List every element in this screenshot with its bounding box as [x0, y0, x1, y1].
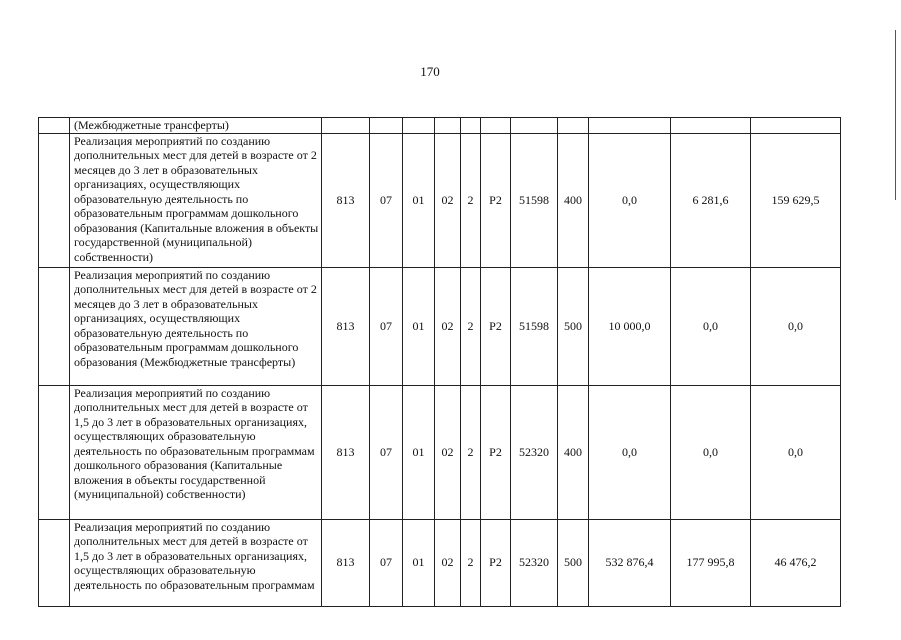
page-number: 170 [420, 64, 440, 79]
section-cell [370, 118, 403, 134]
table-row [39, 118, 841, 134]
index-cell [39, 118, 70, 134]
project-cell: P2 [481, 519, 511, 606]
amount-year3-cell: 46 476,2 [751, 519, 841, 606]
section-cell: 07 [370, 133, 403, 267]
program-cell [435, 118, 461, 134]
section-cell: 07 [370, 385, 403, 519]
scan-edge-line [895, 30, 896, 200]
subsection-cell [403, 118, 435, 134]
subprogram-cell [461, 118, 481, 134]
description-cell: Реализация мероприятий по созданию дополнительных мест для детей в возрасте от 2 месяцев до 3 лет в образовательных организациях, осуществляющих образовательную деятельность по образовательным программам дошкольного образования (Капитальные вложения в объекты государственной (муниципальной) собственности) [70, 133, 322, 267]
expense-type-cell: 400 [558, 133, 589, 267]
description-cell: (Межбюджетные трансферты) [70, 118, 322, 134]
index-cell [39, 385, 70, 519]
direction-cell [511, 118, 558, 134]
expense-type-cell: 400 [558, 385, 589, 519]
amount-year1-cell: 0,0 [589, 133, 671, 267]
subprogram-cell: 2 [461, 519, 481, 606]
description-cell: Реализация мероприятий по созданию дополнительных мест для детей в возрасте от 2 месяцев до 3 лет в образовательных организациях, осуществляющих образовательную деятельность по образовательным программам дошкольного образования (Межбюджетные трансферты) [70, 267, 322, 385]
subprogram-cell: 2 [461, 133, 481, 267]
subprogram-cell: 2 [461, 267, 481, 385]
direction-cell: 52320 [511, 519, 558, 606]
section-cell: 07 [370, 519, 403, 606]
amount-year3-cell: 159 629,5 [751, 133, 841, 267]
program-cell: 02 [435, 519, 461, 606]
expense-type-cell: 500 [558, 267, 589, 385]
amount-year2-cell: 0,0 [671, 267, 751, 385]
direction-cell: 51598 [511, 267, 558, 385]
expense-type-cell [558, 118, 589, 134]
direction-cell: 52320 [511, 385, 558, 519]
ministry-cell: 813 [322, 385, 370, 519]
table-row [39, 385, 841, 519]
program-cell: 02 [435, 267, 461, 385]
subsection-cell: 01 [403, 519, 435, 606]
amount-year1-cell: 0,0 [589, 385, 671, 519]
program-cell: 02 [435, 385, 461, 519]
project-cell: P2 [481, 133, 511, 267]
index-cell [39, 133, 70, 267]
budget-table [38, 117, 841, 607]
ministry-cell: 813 [322, 267, 370, 385]
amount-year1-cell: 532 876,4 [589, 519, 671, 606]
ministry-cell: 813 [322, 519, 370, 606]
subsection-cell: 01 [403, 267, 435, 385]
amount-year1-cell: 10 000,0 [589, 267, 671, 385]
amount-year3-cell: 0,0 [751, 267, 841, 385]
amount-year2-cell: 6 281,6 [671, 133, 751, 267]
amount-year2-cell: 0,0 [671, 385, 751, 519]
subsection-cell: 01 [403, 133, 435, 267]
index-cell [39, 519, 70, 606]
project-cell: P2 [481, 267, 511, 385]
ministry-cell: 813 [322, 133, 370, 267]
amount-year2-cell: 177 995,8 [671, 519, 751, 606]
description-cell: Реализация мероприятий по созданию дополнительных мест для детей в возрасте от 1,5 до 3 лет в образовательных организациях, осуществляющих образовательную деятельность по образовательным программам [70, 519, 322, 606]
project-cell: P2 [481, 385, 511, 519]
table-row [39, 133, 841, 267]
direction-cell: 51598 [511, 133, 558, 267]
table-row [39, 267, 841, 385]
expense-type-cell: 500 [558, 519, 589, 606]
index-cell [39, 267, 70, 385]
amount-year3-cell [751, 118, 841, 134]
description-cell: Реализация мероприятий по созданию дополнительных мест для детей в возрасте от 1,5 до 3 лет в образовательных организациях, осуществляющих образовательную деятельность по образовательным программам дошкольного образования (Капитальные вложения в объекты государственной (муниципальной) собственности) [70, 385, 322, 519]
project-cell [481, 118, 511, 134]
table-row [39, 519, 841, 606]
subsection-cell: 01 [403, 385, 435, 519]
ministry-cell [322, 118, 370, 134]
section-cell: 07 [370, 267, 403, 385]
program-cell: 02 [435, 133, 461, 267]
amount-year2-cell [671, 118, 751, 134]
subprogram-cell: 2 [461, 385, 481, 519]
amount-year3-cell: 0,0 [751, 385, 841, 519]
amount-year1-cell [589, 118, 671, 134]
